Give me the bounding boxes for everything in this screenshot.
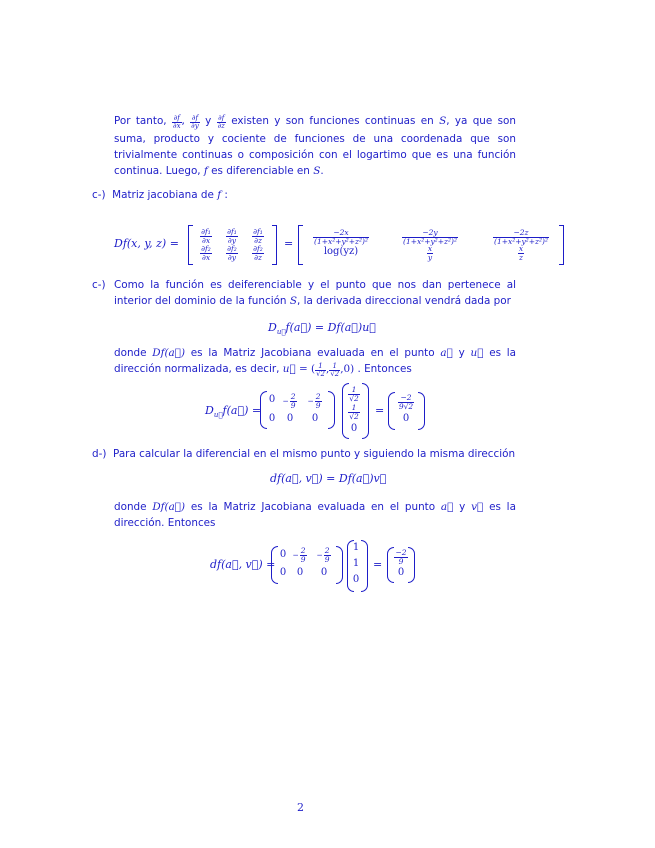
df-v3: 0 (352, 574, 360, 585)
df-eq-sign: = (373, 558, 383, 571)
df-matrix-paren-right (336, 546, 343, 584)
df-m11: 0 (279, 549, 287, 560)
bracket-right (272, 225, 277, 265)
du-m12: − $\frac{2}{9}$ (282, 392, 296, 410)
sym-cell-22: $\frac{\text{∂f₂}}{\partial y}$ (227, 244, 237, 262)
sym-cell-21: $\frac{\text{∂f₂}}{\partial x}$ (201, 244, 211, 262)
jac-cell-13: $\frac{-2z}{\text{(1+x²+y²+z²)²}}$ (494, 228, 548, 246)
jac-cell-22: $\frac{x}{y}$ (427, 244, 433, 262)
sym-cell-13: $\frac{\text{∂f₁}}{\partial z}$ (253, 227, 263, 245)
intro-paragraph: Por tanto, $\frac{\partial f}{\partial x}$ , $\frac{\partial f}{\partial y}$ y $\frac{\partial f}{\partial z}$ existen y son funciones continuas en S, ya que son suma, producto y cociente de funciones de una coordenada que son trivialmente continuas o composición con el logartimo que es una función continua. Luego, f es diferenciable en S. (114, 113, 516, 177)
du-result-paren-right (418, 392, 425, 430)
du-r1: $\frac{-2}{9√2}$ (398, 393, 414, 411)
donde-paragraph-1: donde Df(a⃗) es la Matriz Jacobiana evaluada en el punto a⃗ y u⃗ es la dirección normalizada, es decir, u⃗ = ( $\frac{1}{√2}$ , $\frac{1}{√2}$ ,0) . Entonces (114, 347, 517, 379)
df-m23: 0 (320, 567, 328, 578)
du-m23: 0 (311, 413, 319, 424)
du-m13: − $\frac{2}{9}$ (307, 392, 321, 410)
du-lhs: $D_{u⃗}f(a⃗)$ = (205, 404, 262, 420)
jac-cell-12: $\frac{-2y}{\text{(1+x²+y²+z²)²}}$ (403, 228, 457, 246)
section-c1-heading: c-) Matriz jacobiana de f : (92, 189, 228, 201)
sym-cell-12: $\frac{\text{∂f₁}}{\partial y}$ (227, 227, 237, 245)
df-r2: 0 (397, 567, 405, 578)
section-c2-text: Como la función es deiferenciable y el punto que nos dan pertenece al interior del dominio de la función S, la derivada direccional vendrá dada por (114, 279, 516, 308)
jac-cell-11: $\frac{-2x}{\text{(1+x²+y²+z²)²}}$ (314, 228, 368, 246)
du-v3: 0 (350, 423, 358, 434)
du-vector-paren-right (362, 383, 369, 439)
page-number: 2 (297, 801, 304, 814)
differential-equation: df(a⃗, v⃗) = Df(a⃗)v⃗ (270, 472, 387, 485)
section-c2-label: c-) (92, 279, 106, 291)
df-v2: 1 (352, 558, 360, 569)
df-result-paren-right (408, 547, 415, 583)
section-d-heading: d-) Para calcular la diferencial en el mismo punto y siguiendo la misma dirección (92, 448, 516, 460)
jac-cell-23: $\frac{x}{z}$ (518, 244, 524, 262)
du-matrix-paren-right (328, 391, 335, 429)
bracket2-left (298, 225, 303, 265)
sym-cell-11: $\frac{\text{∂f₁}}{\partial x}$ (201, 227, 211, 245)
df-vector-paren-right (361, 540, 368, 592)
sym-cell-23: $\frac{\text{∂f₂}}{\partial z}$ (253, 244, 263, 262)
du-m21: 0 (268, 413, 276, 424)
directional-derivative-equation: $D_{u⃗}f(a⃗)$ = Df(a⃗)u⃗ (268, 321, 376, 337)
du-v1: $\frac{1}{√2}$ (349, 385, 359, 403)
du-m11: 0 (268, 394, 276, 405)
df-r1: $\frac{-2}{9}$ (395, 548, 407, 566)
bracket-left (188, 225, 193, 265)
df-v1: 1 (352, 542, 360, 553)
df-m22: 0 (296, 567, 304, 578)
du-v2: $\frac{1}{√2}$ (349, 403, 359, 421)
jacobian-lhs: Df(x, y, z) = (114, 237, 179, 250)
jac-cell-21: log(yz) (323, 246, 359, 257)
du-m22: 0 (286, 413, 294, 424)
donde-paragraph-2: donde Df(a⃗) es la Matriz Jacobiana evaluada en el punto a⃗ y v⃗ es la dirección. Entonces (114, 501, 516, 530)
df-lhs: df(a⃗, v⃗) = (210, 558, 276, 571)
df-m12: − $\frac{2}{9}$ (292, 546, 306, 564)
bracket2-right (559, 225, 564, 265)
du-eq-sign: = (375, 404, 385, 417)
du-r2: 0 (402, 413, 410, 424)
df-m13: − $\frac{2}{9}$ (316, 546, 330, 564)
jacobian-eq-sign: = (284, 237, 294, 250)
df-m21: 0 (279, 567, 287, 578)
